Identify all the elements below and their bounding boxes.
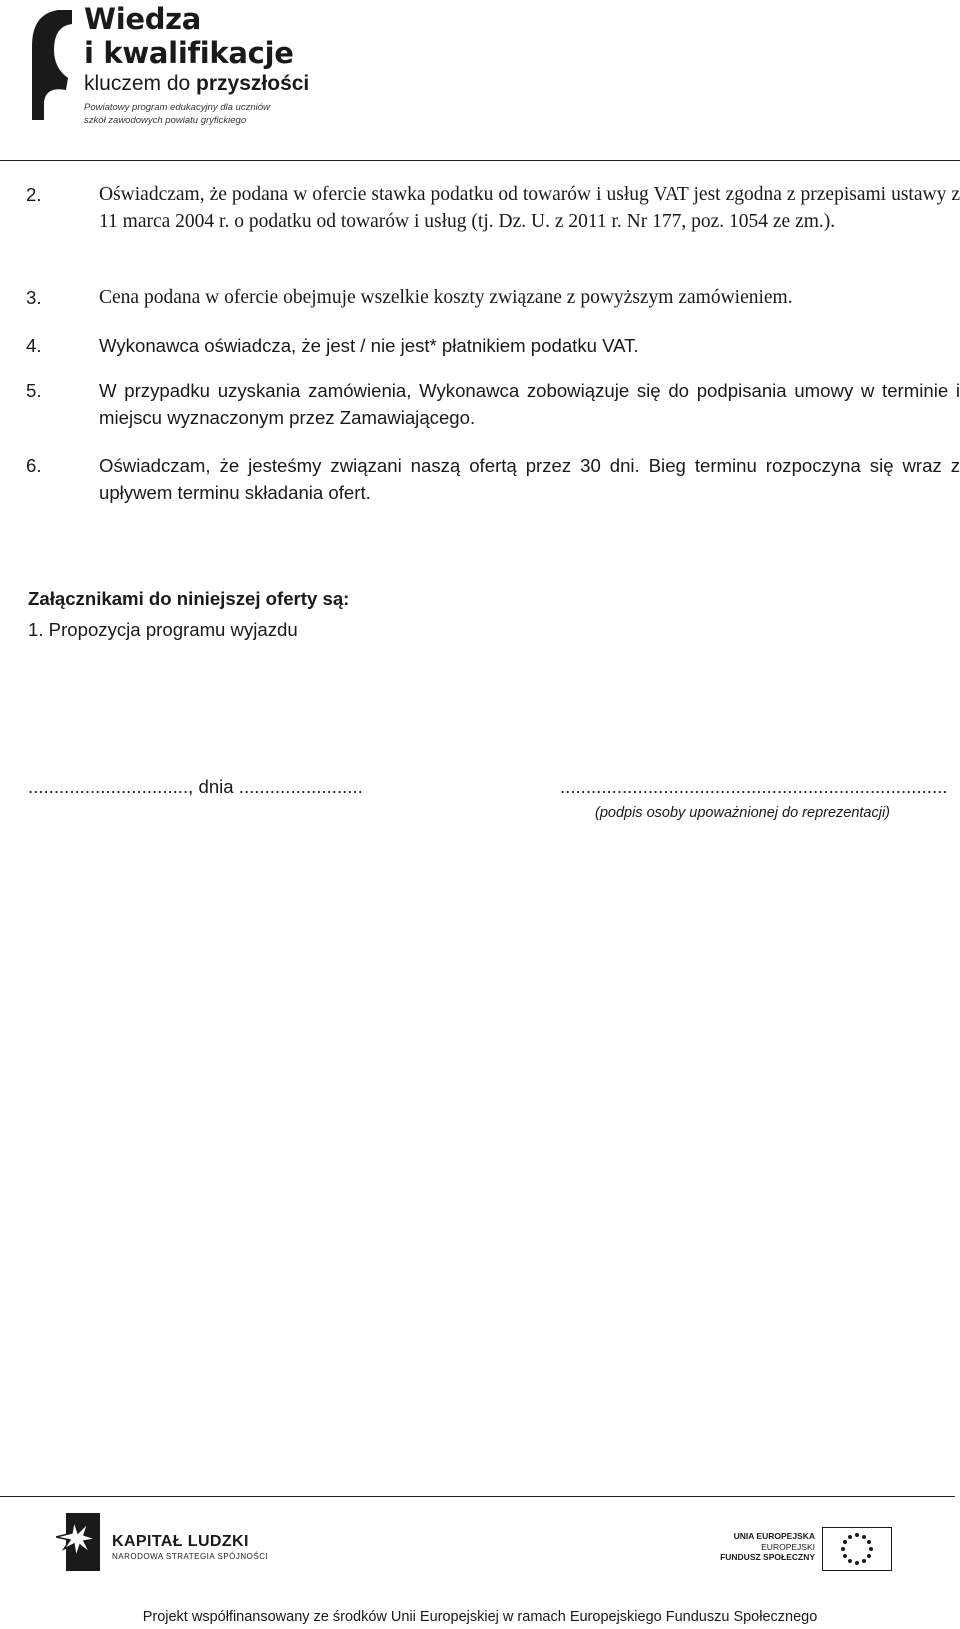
footer-note: Projekt współfinansowany ze środków Unii Europejskiej w ramach Europejskiego Funduszu Społecznego: [142, 1609, 818, 1625]
signature-line: ...........................................................................: [560, 776, 948, 797]
footer-divider: [0, 1496, 955, 1497]
header-divider: [0, 160, 960, 161]
attachment-item: 1. Propozycja programu wyjazdu: [28, 619, 298, 640]
list-text: Cena podana w ofercie obejmuje wszelkie koszty związane z powyższym zamówieniem.: [99, 287, 793, 308]
list-number: 2.: [26, 184, 42, 205]
logo-mark-icon: [28, 6, 72, 120]
list-item-3: [26, 284, 960, 311]
kapital-ludzki-logo-icon: [56, 1513, 100, 1571]
eu-label: UNIA EUROPEJSKA EUROPEJSKI FUNDUSZ SPOŁECZNY: [720, 1531, 815, 1562]
attachments-heading: Załącznikami do niniejszej oferty są:: [28, 588, 350, 609]
list-item-4: [26, 332, 960, 359]
eu-flag-icon: [822, 1527, 892, 1571]
place-date-field: ..............................., dnia ........................: [28, 776, 363, 797]
list-text: W przypadku uzyskania zamówienia, Wykonawca zobowiązuje się do podpisania umowy w terminie i miejscu wyznaczonym przez Zamawiającego.: [99, 380, 960, 428]
list-number: 5.: [26, 380, 42, 401]
signature-caption: (podpis osoby upoważnionej do reprezentacji): [595, 805, 891, 821]
list-number: 3.: [26, 287, 42, 308]
list-item-6: [26, 452, 960, 506]
logo-description: Powiatowy program edukacyjny dla uczniów szkół zawodowych powiatu gryfickiego: [84, 102, 270, 126]
list-number: 6.: [26, 455, 42, 476]
list-text: Oświadczam, że jesteśmy związani naszą ofertą przez 30 dni. Bieg terminu rozpoczyna się wraz z upływem terminu składania ofert.: [99, 455, 960, 503]
list-text: Oświadczam, że podana w ofercie stawka podatku od towarów i usług VAT jest zgodna z przepisami ustawy z 11 marca 2004 r. o podatku od towarów i usług (tj. Dz. U. z 2011 r. Nr 177, poz. 1054 ze zm.).: [99, 184, 960, 232]
logo-title: Wiedza i kwalifikacje: [84, 2, 294, 70]
list-text: Wykonawca oświadcza, że jest / nie jest* płatnikiem podatku VAT.: [99, 335, 639, 356]
kapital-ludzki-subtitle: NARODOWA STRATEGIA SPÓJNOŚCI: [112, 1552, 269, 1561]
list-item-5: [26, 377, 960, 431]
list-item-2: [26, 181, 960, 235]
kapital-ludzki-name: KAPITAŁ LUDZKI: [112, 1533, 249, 1550]
logo-subtitle: kluczem do przyszłości: [84, 72, 310, 95]
list-number: 4.: [26, 335, 42, 356]
